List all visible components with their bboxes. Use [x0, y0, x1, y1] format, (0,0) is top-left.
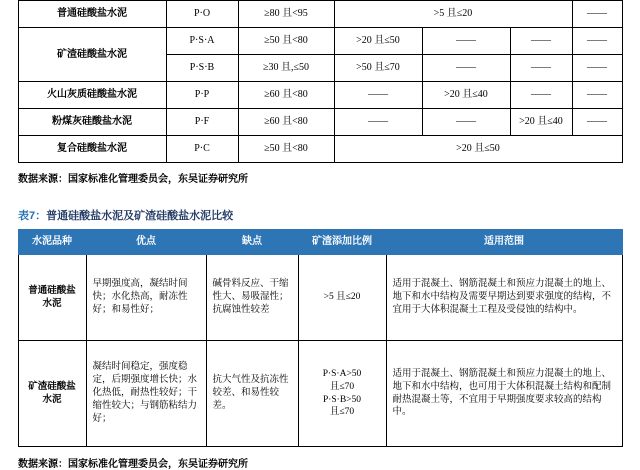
cement-code: P·S·A [166, 28, 238, 55]
clinker-value: ≥50 且<80 [238, 28, 334, 55]
slag-value: >20 且≤50 [334, 28, 422, 55]
pozzolan-value: —— [422, 55, 510, 82]
source-note-top: 数据来源：国家标准化管理委员会，东吴证券研究所 [18, 174, 248, 185]
column-header-usage: 适用范围 [386, 230, 622, 255]
pozzolan-value: —— [422, 28, 510, 55]
table-row [18, 341, 622, 447]
limestone-value: —— [572, 82, 622, 109]
clinker-value: ≥80 且<95 [238, 1, 334, 28]
usage-text: 适用于混凝土、钢筋混凝土和预应力混凝土的地上、地下和水中结构，也可用于大体积混凝土结构和配制耐热混凝土等，不宜用于早期强度要求较高的结构中。 [386, 341, 622, 447]
table-row [18, 255, 622, 341]
slag-ratio-line: P·S·A>50 [322, 368, 362, 379]
pozzolan-value: —— [422, 109, 510, 136]
slag-ratio-line: 且≤70 [329, 407, 355, 418]
cement-code: P·O [166, 1, 238, 28]
cement-name: 火山灰质硅酸盐水泥 [18, 82, 166, 109]
cement-name: 矿渣硅酸盐水泥 [18, 28, 166, 82]
clinker-value: ≥50 且<80 [238, 136, 334, 163]
slag-ratio-line: P·S·B>50 [322, 394, 362, 405]
clinker-value: ≥30 且,≤50 [238, 55, 334, 82]
table-row [18, 109, 622, 136]
column-header-cons: 缺点 [206, 230, 298, 255]
cement-name: 普通硅酸盐水泥 [18, 1, 166, 28]
limestone-value: —— [572, 28, 622, 55]
cement-name: 复合硅酸盐水泥 [18, 136, 166, 163]
slag-value: >50 且≤70 [334, 55, 422, 82]
flyash-value: >20 且≤40 [510, 109, 572, 136]
cement-variety-name: 矿渣硅酸盐水泥 [18, 341, 86, 447]
limestone-value: —— [572, 55, 622, 82]
cons-text: 抗大气性及抗冻性较差、和易性较差。 [206, 341, 298, 447]
flyash-value: —— [510, 55, 572, 82]
cement-variety-name: 普通硅酸盐水泥 [18, 255, 86, 341]
slag-ratio-line: 且≤70 [329, 381, 355, 392]
clinker-value: ≥60 且<80 [238, 109, 334, 136]
pros-text: 早期强度高，凝结时间快；水化热高，耐冻性好；和易性好； [86, 255, 206, 341]
table-header-row [18, 230, 622, 255]
slag-value: —— [334, 82, 422, 109]
caption-number: 表7： [18, 210, 47, 222]
source-note-bottom: 数据来源：国家标准化管理委员会，东吴证券研究所 [18, 459, 248, 470]
clinker-value: ≥60 且<80 [238, 82, 334, 109]
mix-value: >20 且≤50 [334, 136, 622, 163]
cement-code: P·S·B [166, 55, 238, 82]
flyash-value: —— [510, 28, 572, 55]
pros-text: 凝结时间稳定，强度稳定，后期强度增长快；水化热低，耐热性较好；干缩性较大；与钢筋粘结力好； [86, 341, 206, 447]
column-header-pros: 优点 [86, 230, 206, 255]
table-row [18, 28, 622, 55]
limestone-value: —— [572, 1, 622, 28]
cement-code: P·C [166, 136, 238, 163]
column-header-variety: 水泥品种 [18, 230, 86, 255]
cement-comparison-table [18, 229, 623, 447]
limestone-value: —— [572, 109, 622, 136]
table-caption [18, 207, 640, 223]
flyash-value: —— [510, 82, 572, 109]
table-row [18, 136, 622, 163]
slag-value: —— [334, 109, 422, 136]
slag-ratio-text: >5 且≤20 [298, 255, 386, 341]
cement-code: P·F [166, 109, 238, 136]
cons-text: 碱骨料反应、干缩性大、易吸湿性；抗腐蚀性较差 [206, 255, 298, 341]
cement-composition-table [18, 0, 623, 163]
usage-text: 适用于混凝土、钢筋混凝土和预应力混凝土的地上、地下和水中结构及需要早期达到要求强度的结构，不宜用于大体积混凝土工程及受侵蚀的结构中。 [386, 255, 622, 341]
cement-code: P·P [166, 82, 238, 109]
cement-name: 粉煤灰硅酸盐水泥 [18, 109, 166, 136]
slag-ratio-text [298, 341, 386, 447]
table-row [18, 1, 622, 28]
caption-text: 普通硅酸盐水泥及矿渣硅酸盐水泥比较 [46, 210, 234, 222]
column-header-slag-ratio: 矿渣添加比例 [298, 230, 386, 255]
pozzolan-value: >20 且≤40 [422, 82, 510, 109]
mix-value: >5 且≤20 [334, 1, 572, 28]
table-row [18, 82, 622, 109]
